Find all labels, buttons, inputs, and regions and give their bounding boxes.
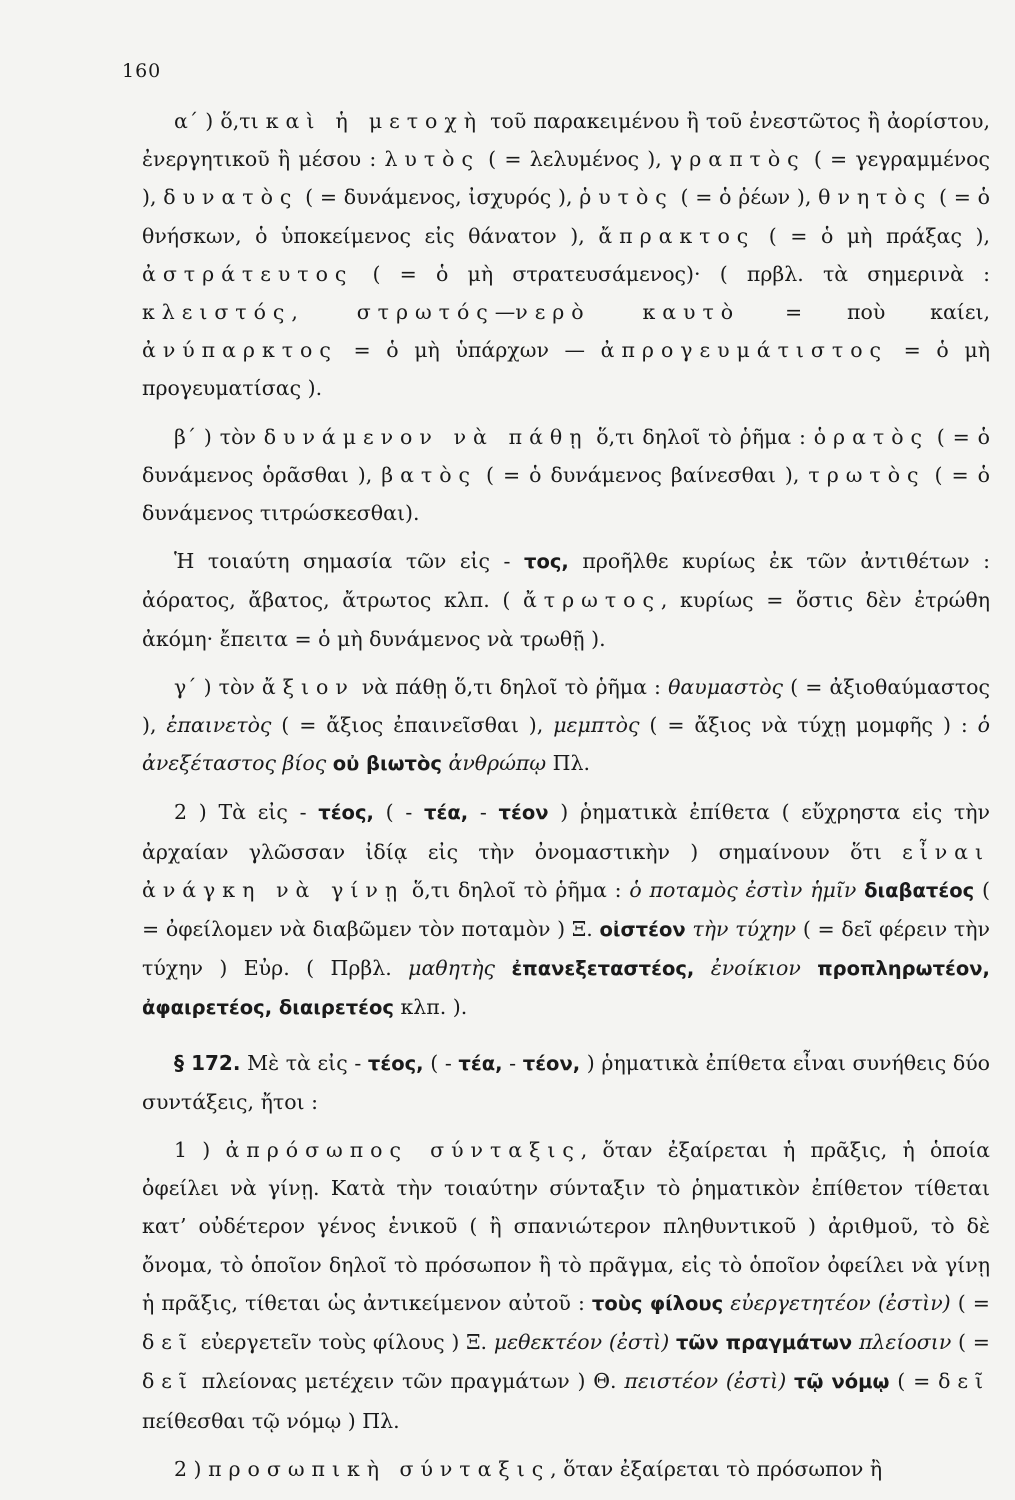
text-run: ( - xyxy=(373,800,425,825)
spaced-term: δυνατὸς xyxy=(163,185,299,210)
italic-example: ἀνθρώπῳ xyxy=(448,751,547,776)
text-run: = ὁ μὴ ὑπάρχων — xyxy=(337,338,601,363)
text-run: ( = ὁ ῥέων ), xyxy=(673,185,819,210)
text-run xyxy=(801,956,817,980)
bold-term: τοὺς φίλους xyxy=(591,1291,724,1315)
bold-term: τος, xyxy=(524,550,569,574)
spaced-term: κλειστός, στρωτός xyxy=(142,300,495,325)
italic-example: ἐνοίκιον xyxy=(710,956,801,981)
text-run: πλείονας μετέχειν τῶν πραγμάτων ) Θ. xyxy=(193,1369,625,1394)
spaced-term: νερὸ καυτὸ xyxy=(515,300,741,325)
text-run: ( = δεῖ φέρειν τὴν τύχην ) Εὐρ. ( Πρβλ. xyxy=(142,917,990,981)
text-run: ὅ,τι δηλοῖ τὸ ῥῆμα : xyxy=(588,424,814,449)
text-run: , ὅταν ἐξαίρεται τὸ πρόσωπον ἢ xyxy=(550,1456,883,1481)
text-run xyxy=(694,956,710,980)
text-run: ( = γεγραμμένος ), xyxy=(142,147,991,210)
italic-example: ὁ ποταμὸς ἐστὶν ἡμῖν xyxy=(629,877,857,902)
text-run: ὅ,τι δηλοῖ τὸ ῥῆμα : xyxy=(404,877,630,902)
spaced-term: ῥυτὸς xyxy=(579,185,674,210)
bold-term: τῶν πραγμάτων xyxy=(675,1331,853,1355)
text-run: ( = δυνάμενος, ἰσχυρός ), xyxy=(298,185,580,210)
spaced-term: δεῖ xyxy=(938,1369,990,1394)
spaced-term: ὁρατὸς xyxy=(813,424,929,449)
italic-example: πλείοσιν xyxy=(858,1330,952,1355)
text-run: προῆλθε κυρίως ἐκ τῶν ἀντιθέτων : ἀόρατος, ἄβατος, ἄτρωτος κλπ. ( xyxy=(142,549,990,613)
bold-term: τῷ νόμῳ xyxy=(794,1370,890,1394)
text-run: ( = ὁ θνήσκων, ὁ ὑποκείμενος εἰς θάνατον ), xyxy=(142,185,991,248)
italic-example: εὐεργετητέον (ἐστὶν) xyxy=(730,1290,951,1315)
text-run: γ΄ ) τὸν xyxy=(174,674,262,699)
text-run: α΄ ) ὅ,τι xyxy=(174,109,266,133)
text-run: ( = ἀξιοθαύμαστος ), xyxy=(142,674,990,738)
spaced-term: ἄτρωτος xyxy=(522,588,661,613)
text-run: ( = ὁ δυνάμενος τιτρώσκεσθαι). xyxy=(142,462,990,526)
italic-example: τὴν τύχην xyxy=(692,917,797,942)
text-run: = ὁ μὴ προγευματίσας ). xyxy=(142,338,990,401)
text-run: β΄ ) τὸν xyxy=(174,424,264,449)
spaced-term: δυνάμενον νὰ πάθῃ xyxy=(263,424,589,449)
text-run: τοῦ παρακειμένου ἢ τοῦ ἐνεστῶτος ἢ ἀορίστου, ἐνεργητικοῦ ἢ μέσου : xyxy=(142,109,990,172)
spaced-term: δεῖ xyxy=(142,1330,194,1355)
text-run: νὰ πάθῃ ὅ,τι δηλοῖ τὸ ῥῆμα : xyxy=(354,674,669,699)
text-run: εὐεργετεῖν τοὺς φίλους ) Ξ. xyxy=(193,1330,494,1355)
italic-example: θαυμαστὸς xyxy=(668,674,784,699)
text-run: = ποὺ καίει, xyxy=(740,300,991,325)
bold-term: διαβατέος xyxy=(864,878,975,902)
spaced-term: ἀστράτευτος xyxy=(142,261,354,286)
text-run xyxy=(495,956,511,980)
bold-term: οὐ βιωτὸς xyxy=(332,752,442,776)
text-run: — xyxy=(494,300,516,325)
text-run: κλπ. ). xyxy=(393,995,468,1020)
bold-term: τέα, xyxy=(458,1051,503,1075)
spaced-term: ἀπρογευμάτιστος xyxy=(600,338,888,363)
text-run: , κυρίως = ὅστις δὲν ἐτρώθη ἀκόμη· ἔπειτα = ὁ μὴ δυνάμενος νὰ τρωθῇ ). xyxy=(142,588,990,651)
text-run: ( = ἄξιος νὰ τύχῃ μομφῆς ) : xyxy=(639,713,978,738)
spaced-term: τρωτὸς xyxy=(808,462,926,487)
spaced-term: ἄξιον xyxy=(261,674,355,699)
italic-example: μεμπτὸς xyxy=(553,713,640,738)
paragraph-alpha-participle xyxy=(142,102,990,408)
text-run: ( = ὁ μὴ πράξας ), xyxy=(755,223,990,248)
spaced-term: θνητὸς xyxy=(818,185,933,210)
text-run: - xyxy=(502,1050,523,1075)
spaced-term: ἀπρόσωπος σύνταξις xyxy=(225,1138,581,1163)
text-run: 2 ) Τὰ εἰς - xyxy=(174,800,319,825)
bold-term: τέος, xyxy=(318,801,374,825)
paragraph-semantics-tos xyxy=(142,542,990,658)
spaced-term: προσωπικὴ σύνταξις xyxy=(208,1456,551,1481)
bold-term: τέον xyxy=(498,801,549,825)
text-run xyxy=(852,1330,859,1354)
text-run: Πλ. xyxy=(546,751,591,776)
italic-example: ὁ ἀνεξέταστος βίος xyxy=(142,713,990,776)
text-run: ( = ὀφείλομεν νὰ διαβῶμεν τὸν ποταμὸν ) Ξ. xyxy=(142,877,990,942)
text-run xyxy=(669,1330,676,1354)
text-run: , ὅταν ἐξαίρεται ἡ πρᾶξις, ἡ ὁποία ὀφείλει νὰ γίνῃ. Κατὰ τὴν τοιαύτην σύνταξιν τὸ ῥηματικὸν ἐπίθετον τίθεται κατ’ οὐδέτερον γένος ἑνικοῦ ( ἢ σπανιώτερον πληθυντικοῦ ) ἀριθμοῦ, τὸ δὲ ὄνομα, τὸ ὁποῖον δηλοῖ τὸ πρόσωπον ἢ τὸ πρᾶγμα, εἰς τὸ ὁποῖον ὀφείλει νὰ γίνῃ ἡ πρᾶξις, τίθεται ὡς ἀντικείμενον αὐτοῦ : xyxy=(142,1138,990,1315)
italic-example: πειστέον (ἐστὶ) xyxy=(624,1369,787,1394)
paragraph-gamma-axion xyxy=(142,668,990,784)
spaced-term: γραπτὸς xyxy=(670,147,806,172)
text-run: ( = ὁ μὴ στρατευσάμενος)· ( πρβλ. τὰ σημερινὰ : xyxy=(353,261,990,286)
text-run: ( = xyxy=(951,1330,990,1355)
text-run: Ἡ τοιαύτη σημασία τῶν εἰς - xyxy=(174,549,524,574)
spaced-term: εἶναι ἀνάγκη νὰ γίνῃ xyxy=(142,839,990,902)
bold-term: τέα, xyxy=(424,801,469,825)
text-run: ( = xyxy=(950,1290,990,1315)
italic-example: μεθεκτέον (ἐστὶ) xyxy=(493,1330,670,1355)
spaced-term: ἀνύπαρκτος xyxy=(142,338,338,363)
spaced-term: καὶ ἡ μετοχὴ xyxy=(265,109,483,133)
spaced-term: βατὸς xyxy=(381,462,478,487)
spaced-term: λυτὸς xyxy=(384,147,480,172)
text-run: Μὲ τὰ εἰς - xyxy=(240,1050,368,1075)
bold-term: ἐπανεξεταστέος, xyxy=(511,957,695,981)
italic-example: μαθητὴς xyxy=(408,956,496,981)
text-run: ( = ὁ δυνάμενος ὁρᾶσθαι ), xyxy=(142,424,990,487)
text-run: - xyxy=(468,800,499,825)
text-run: ( = xyxy=(889,1369,939,1394)
spaced-term: ἄπρακτος xyxy=(598,223,756,248)
text-run: ( - xyxy=(423,1050,459,1075)
text-run: ) ῥηματικὰ ἐπίθετα ( εὔχρηστα εἰς τὴν ἀρχαίαν γλῶσσαν ἰδίᾳ εἰς τὴν ὀνομαστικὴν ) σημαίνουν ὅτι xyxy=(142,800,990,864)
text-run: ) ῥηματικὰ ἐπίθετα εἶναι συνήθεις δύο συντάξεις, ἤτοι : xyxy=(142,1050,991,1114)
text-run xyxy=(856,878,864,902)
paragraph-beta-dynamenon xyxy=(142,418,990,533)
bold-term: τέος, xyxy=(367,1051,424,1075)
paragraph-personal-syntax xyxy=(142,1450,990,1488)
bold-term: οἰστέον xyxy=(599,918,686,942)
italic-example: ἐπαινετὸς xyxy=(166,713,272,738)
section-172 xyxy=(142,1044,990,1121)
page-number: 160 xyxy=(122,60,162,82)
body-text xyxy=(142,102,990,1488)
spaced-term: δεῖ xyxy=(142,1369,194,1394)
text-run: ( = ὁ δυνάμενος βαίνεσθαι ), xyxy=(477,462,809,487)
paragraph-verbal-adjectives-teos xyxy=(142,793,990,1027)
section-number: § 172. xyxy=(174,1050,241,1075)
text-run: ( = λελυμένος ), xyxy=(479,147,671,172)
bold-term: τέον, xyxy=(522,1051,581,1075)
text-run: ( = ἄξιος ἐπαινεῖσθαι ), xyxy=(271,713,554,738)
text-run: 1 ) xyxy=(174,1138,226,1163)
text-run: πείθεσθαι τῷ νόμῳ ) Πλ. xyxy=(142,1408,400,1433)
text-run: 2 ) xyxy=(174,1456,209,1481)
text-run xyxy=(786,1369,794,1393)
bold-term: προπληρωτέον, ἀφαιρετέος, διαιρετέος xyxy=(142,957,990,1020)
paragraph-impersonal-syntax xyxy=(142,1131,990,1440)
